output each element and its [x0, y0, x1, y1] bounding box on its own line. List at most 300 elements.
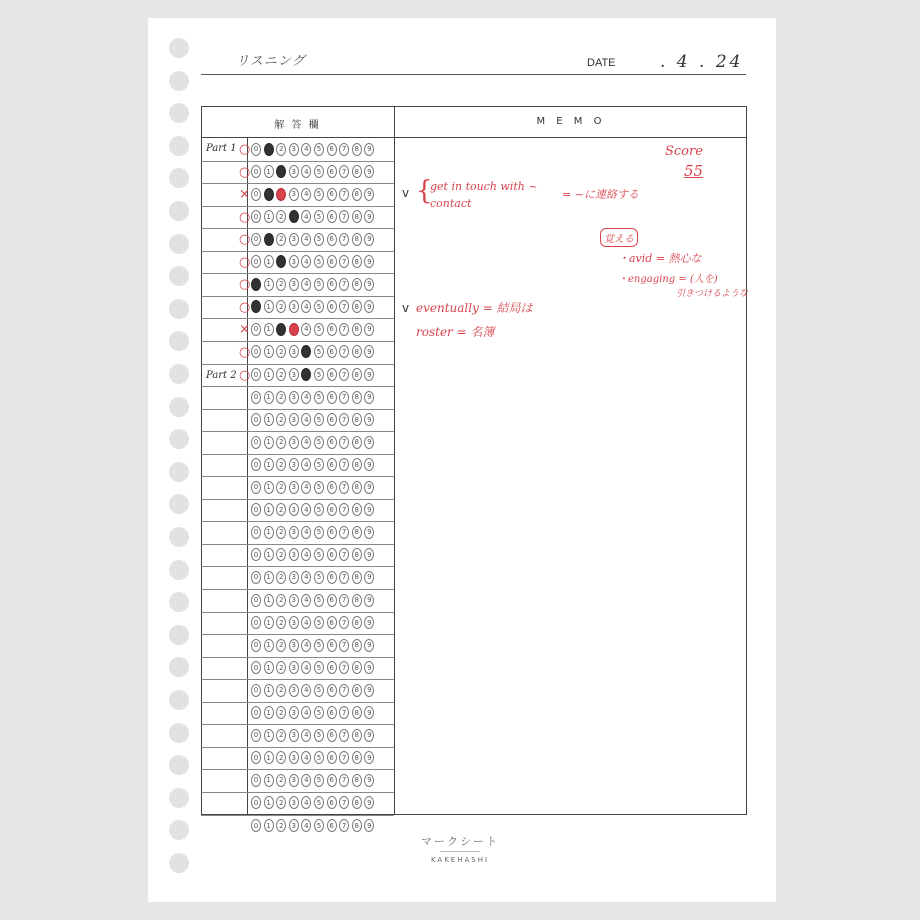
answer-bubble[interactable]: 1: [264, 436, 274, 449]
answer-bubble[interactable]: 7: [339, 526, 349, 539]
answer-bubble[interactable]: 4: [301, 526, 311, 539]
answer-bubble[interactable]: 2: [276, 255, 286, 268]
answer-bubble[interactable]: 9: [364, 391, 374, 404]
answer-row[interactable]: [251, 747, 377, 769]
answer-bubble[interactable]: 8: [352, 548, 362, 561]
answer-bubble[interactable]: 7: [339, 639, 349, 652]
answer-row[interactable]: [251, 566, 377, 588]
answer-bubble[interactable]: 4: [301, 210, 311, 223]
answer-bubble[interactable]: 3: [289, 548, 299, 561]
answer-bubble[interactable]: 1: [264, 481, 274, 494]
answer-bubble[interactable]: 7: [339, 233, 349, 246]
answer-row[interactable]: [251, 589, 377, 611]
answer-bubble[interactable]: 4: [301, 323, 311, 336]
answer-bubble[interactable]: 6: [327, 526, 337, 539]
answer-bubble[interactable]: 2: [276, 571, 286, 584]
answer-bubble[interactable]: 4: [301, 391, 311, 404]
answer-bubble[interactable]: 8: [352, 639, 362, 652]
answer-bubble[interactable]: 8: [352, 345, 362, 358]
answer-bubble[interactable]: 5: [314, 594, 324, 607]
answer-row[interactable]: [251, 273, 377, 295]
answer-bubble[interactable]: 0: [251, 188, 261, 201]
answer-bubble[interactable]: 4: [301, 594, 311, 607]
answer-bubble[interactable]: 8: [352, 481, 362, 494]
answer-bubble[interactable]: 1: [264, 233, 274, 246]
answer-bubble[interactable]: 2: [276, 413, 286, 426]
answer-bubble[interactable]: 6: [327, 300, 337, 313]
answer-bubble[interactable]: 1: [264, 774, 274, 787]
answer-bubble[interactable]: 1: [264, 210, 274, 223]
answer-bubble[interactable]: 6: [327, 774, 337, 787]
answer-bubble[interactable]: 7: [339, 661, 349, 674]
answer-bubble[interactable]: 3: [289, 300, 299, 313]
answer-bubble[interactable]: 6: [327, 796, 337, 809]
answer-bubble[interactable]: 6: [327, 436, 337, 449]
answer-bubble[interactable]: 7: [339, 819, 349, 832]
answer-bubble[interactable]: 0: [251, 684, 261, 697]
answer-bubble[interactable]: 9: [364, 796, 374, 809]
answer-bubble[interactable]: 0: [251, 143, 261, 156]
answer-bubble[interactable]: 0: [251, 300, 261, 313]
answer-bubble[interactable]: 2: [276, 729, 286, 742]
answer-bubble[interactable]: 6: [327, 188, 337, 201]
answer-row[interactable]: [251, 431, 377, 453]
answer-bubble[interactable]: 6: [327, 210, 337, 223]
answer-bubble[interactable]: 8: [352, 729, 362, 742]
answer-bubble[interactable]: 9: [364, 751, 374, 764]
answer-bubble[interactable]: 5: [314, 616, 324, 629]
answer-bubble[interactable]: 9: [364, 188, 374, 201]
answer-bubble[interactable]: 5: [314, 639, 324, 652]
answer-bubble[interactable]: 5: [314, 391, 324, 404]
answer-bubble[interactable]: 8: [352, 391, 362, 404]
answer-bubble[interactable]: 0: [251, 481, 261, 494]
answer-bubble[interactable]: 4: [301, 548, 311, 561]
answer-bubble[interactable]: 6: [327, 233, 337, 246]
answer-bubble[interactable]: 8: [352, 255, 362, 268]
answer-bubble[interactable]: 3: [289, 661, 299, 674]
answer-bubble[interactable]: 9: [364, 639, 374, 652]
answer-bubble[interactable]: 8: [352, 188, 362, 201]
answer-bubble[interactable]: 4: [301, 796, 311, 809]
answer-bubble[interactable]: 3: [289, 503, 299, 516]
answer-bubble[interactable]: 9: [364, 278, 374, 291]
answer-bubble[interactable]: 6: [327, 548, 337, 561]
answer-bubble[interactable]: 2: [276, 503, 286, 516]
answer-bubble[interactable]: 6: [327, 165, 337, 178]
answer-bubble[interactable]: 7: [339, 594, 349, 607]
answer-bubble[interactable]: 0: [251, 751, 261, 764]
answer-bubble[interactable]: 1: [264, 616, 274, 629]
answer-row[interactable]: [251, 161, 377, 183]
answer-bubble[interactable]: 2: [276, 300, 286, 313]
answer-row[interactable]: [251, 679, 377, 701]
answer-bubble[interactable]: 1: [264, 751, 274, 764]
answer-bubble[interactable]: 4: [301, 639, 311, 652]
answer-bubble[interactable]: 4: [301, 233, 311, 246]
answer-bubble[interactable]: 6: [327, 661, 337, 674]
answer-bubble[interactable]: 7: [339, 210, 349, 223]
answer-bubble[interactable]: 3: [289, 143, 299, 156]
answer-row[interactable]: [251, 364, 377, 386]
answer-bubble[interactable]: 4: [301, 481, 311, 494]
answer-bubble[interactable]: 5: [314, 548, 324, 561]
answer-bubble[interactable]: 8: [352, 706, 362, 719]
answer-bubble[interactable]: 1: [264, 458, 274, 471]
answer-bubble[interactable]: 8: [352, 458, 362, 471]
answer-bubble[interactable]: 1: [264, 594, 274, 607]
answer-bubble[interactable]: 5: [314, 796, 324, 809]
answer-bubble[interactable]: 3: [289, 639, 299, 652]
answer-bubble[interactable]: 4: [301, 706, 311, 719]
answer-bubble[interactable]: 4: [301, 458, 311, 471]
answer-bubble[interactable]: 0: [251, 503, 261, 516]
answer-bubble[interactable]: 2: [276, 391, 286, 404]
answer-bubble[interactable]: 5: [314, 481, 324, 494]
answer-bubble[interactable]: 7: [339, 345, 349, 358]
answer-bubble[interactable]: 2: [276, 436, 286, 449]
answer-bubble[interactable]: 1: [264, 526, 274, 539]
answer-bubble[interactable]: 0: [251, 368, 261, 381]
answer-bubble[interactable]: 5: [314, 706, 324, 719]
answer-bubble[interactable]: 8: [352, 368, 362, 381]
answer-row[interactable]: [251, 634, 377, 656]
answer-bubble[interactable]: 1: [264, 345, 274, 358]
answer-bubble[interactable]: 9: [364, 571, 374, 584]
answer-bubble[interactable]: 2: [276, 548, 286, 561]
answer-bubble[interactable]: 9: [364, 661, 374, 674]
answer-bubble[interactable]: 8: [352, 413, 362, 426]
answer-bubble[interactable]: 4: [301, 729, 311, 742]
answer-bubble[interactable]: 1: [264, 796, 274, 809]
answer-bubble[interactable]: 0: [251, 210, 261, 223]
answer-bubble[interactable]: 8: [352, 323, 362, 336]
answer-bubble[interactable]: 6: [327, 503, 337, 516]
answer-bubble[interactable]: 1: [264, 571, 274, 584]
answer-bubble[interactable]: 4: [301, 661, 311, 674]
answer-row[interactable]: [251, 251, 377, 273]
answer-bubble[interactable]: 2: [276, 526, 286, 539]
answer-bubble[interactable]: 9: [364, 165, 374, 178]
answer-bubble[interactable]: 7: [339, 796, 349, 809]
answer-bubble[interactable]: 5: [314, 278, 324, 291]
answer-bubble[interactable]: 6: [327, 639, 337, 652]
answer-bubble[interactable]: 1: [264, 300, 274, 313]
answer-bubble[interactable]: 5: [314, 774, 324, 787]
answer-bubble[interactable]: 3: [289, 684, 299, 697]
answer-bubble[interactable]: 0: [251, 255, 261, 268]
answer-row[interactable]: [251, 815, 377, 837]
answer-bubble[interactable]: 8: [352, 503, 362, 516]
answer-bubble[interactable]: 7: [339, 481, 349, 494]
answer-bubble[interactable]: 9: [364, 548, 374, 561]
answer-row[interactable]: [251, 138, 377, 160]
answer-bubble[interactable]: 8: [352, 774, 362, 787]
answer-bubble[interactable]: 4: [301, 413, 311, 426]
answer-bubble[interactable]: 8: [352, 300, 362, 313]
answer-bubble[interactable]: 5: [314, 751, 324, 764]
answer-bubble[interactable]: 8: [352, 796, 362, 809]
answer-bubble[interactable]: 9: [364, 594, 374, 607]
answer-bubble[interactable]: 7: [339, 300, 349, 313]
answer-bubble[interactable]: 0: [251, 706, 261, 719]
answer-bubble[interactable]: 0: [251, 616, 261, 629]
answer-row[interactable]: [251, 769, 377, 791]
answer-bubble[interactable]: 4: [301, 368, 311, 381]
answer-bubble[interactable]: 1: [264, 188, 274, 201]
answer-bubble[interactable]: 2: [276, 368, 286, 381]
answer-bubble[interactable]: 1: [264, 368, 274, 381]
answer-bubble[interactable]: 8: [352, 594, 362, 607]
answer-bubble[interactable]: 3: [289, 188, 299, 201]
answer-bubble[interactable]: 6: [327, 278, 337, 291]
answer-bubble[interactable]: 8: [352, 278, 362, 291]
answer-bubble[interactable]: 0: [251, 571, 261, 584]
answer-bubble[interactable]: 9: [364, 368, 374, 381]
answer-row[interactable]: [251, 296, 377, 318]
answer-bubble[interactable]: 6: [327, 368, 337, 381]
answer-bubble[interactable]: 2: [276, 616, 286, 629]
answer-row[interactable]: [251, 724, 377, 746]
answer-bubble[interactable]: 0: [251, 729, 261, 742]
answer-bubble[interactable]: 6: [327, 751, 337, 764]
answer-bubble[interactable]: 4: [301, 571, 311, 584]
answer-bubble[interactable]: 5: [314, 684, 324, 697]
answer-bubble[interactable]: 4: [301, 503, 311, 516]
answer-row[interactable]: [251, 206, 377, 228]
answer-bubble[interactable]: 7: [339, 458, 349, 471]
answer-bubble[interactable]: 4: [301, 819, 311, 832]
answer-bubble[interactable]: 1: [264, 143, 274, 156]
answer-bubble[interactable]: 3: [289, 368, 299, 381]
answer-bubble[interactable]: 0: [251, 233, 261, 246]
answer-row[interactable]: [251, 544, 377, 566]
answer-bubble[interactable]: 1: [264, 661, 274, 674]
answer-bubble[interactable]: 2: [276, 188, 286, 201]
answer-bubble[interactable]: 6: [327, 143, 337, 156]
answer-bubble[interactable]: 7: [339, 368, 349, 381]
answer-bubble[interactable]: 5: [314, 729, 324, 742]
answer-bubble[interactable]: 0: [251, 819, 261, 832]
answer-bubble[interactable]: 8: [352, 526, 362, 539]
answer-bubble[interactable]: 2: [276, 594, 286, 607]
answer-bubble[interactable]: 8: [352, 819, 362, 832]
answer-bubble[interactable]: 7: [339, 548, 349, 561]
answer-row[interactable]: [251, 341, 377, 363]
answer-row[interactable]: [251, 792, 377, 814]
answer-bubble[interactable]: 6: [327, 594, 337, 607]
answer-bubble[interactable]: 1: [264, 503, 274, 516]
answer-bubble[interactable]: 9: [364, 503, 374, 516]
answer-bubble[interactable]: 9: [364, 729, 374, 742]
answer-bubble[interactable]: 7: [339, 188, 349, 201]
answer-bubble[interactable]: 9: [364, 233, 374, 246]
answer-bubble[interactable]: 7: [339, 413, 349, 426]
answer-bubble[interactable]: 9: [364, 143, 374, 156]
answer-bubble[interactable]: 6: [327, 458, 337, 471]
answer-bubble[interactable]: 0: [251, 413, 261, 426]
answer-row[interactable]: [251, 702, 377, 724]
answer-bubble[interactable]: 5: [314, 458, 324, 471]
answer-bubble[interactable]: 5: [314, 143, 324, 156]
answer-bubble[interactable]: 4: [301, 300, 311, 313]
answer-bubble[interactable]: 6: [327, 706, 337, 719]
answer-bubble[interactable]: 4: [301, 143, 311, 156]
answer-bubble[interactable]: 6: [327, 391, 337, 404]
answer-row[interactable]: [251, 454, 377, 476]
answer-row[interactable]: [251, 409, 377, 431]
answer-bubble[interactable]: 2: [276, 165, 286, 178]
answer-bubble[interactable]: 4: [301, 774, 311, 787]
answer-bubble[interactable]: 0: [251, 458, 261, 471]
answer-bubble[interactable]: 4: [301, 751, 311, 764]
answer-bubble[interactable]: 2: [276, 774, 286, 787]
answer-bubble[interactable]: 4: [301, 165, 311, 178]
answer-bubble[interactable]: 0: [251, 774, 261, 787]
answer-bubble[interactable]: 0: [251, 526, 261, 539]
answer-bubble[interactable]: 8: [352, 616, 362, 629]
answer-bubble[interactable]: 0: [251, 796, 261, 809]
answer-bubble[interactable]: 1: [264, 684, 274, 697]
answer-row[interactable]: [251, 612, 377, 634]
answer-bubble[interactable]: 5: [314, 661, 324, 674]
answer-bubble[interactable]: 2: [276, 796, 286, 809]
answer-bubble[interactable]: 2: [276, 481, 286, 494]
answer-bubble[interactable]: 1: [264, 413, 274, 426]
answer-bubble[interactable]: 5: [314, 255, 324, 268]
answer-bubble[interactable]: 4: [301, 436, 311, 449]
answer-bubble[interactable]: 6: [327, 684, 337, 697]
answer-bubble[interactable]: 9: [364, 436, 374, 449]
answer-bubble[interactable]: 5: [314, 413, 324, 426]
answer-bubble[interactable]: 2: [276, 684, 286, 697]
answer-bubble[interactable]: 8: [352, 571, 362, 584]
answer-bubble[interactable]: 6: [327, 255, 337, 268]
answer-bubble[interactable]: 9: [364, 481, 374, 494]
answer-bubble[interactable]: 2: [276, 143, 286, 156]
answer-row[interactable]: [251, 228, 377, 250]
answer-bubble[interactable]: 9: [364, 413, 374, 426]
answer-bubble[interactable]: 3: [289, 616, 299, 629]
answer-bubble[interactable]: 2: [276, 639, 286, 652]
answer-bubble[interactable]: 1: [264, 391, 274, 404]
answer-bubble[interactable]: 8: [352, 436, 362, 449]
answer-bubble[interactable]: 1: [264, 323, 274, 336]
answer-bubble[interactable]: 1: [264, 165, 274, 178]
answer-bubble[interactable]: 9: [364, 210, 374, 223]
answer-bubble[interactable]: 6: [327, 481, 337, 494]
answer-bubble[interactable]: 4: [301, 345, 311, 358]
answer-bubble[interactable]: 9: [364, 255, 374, 268]
answer-bubble[interactable]: 4: [301, 616, 311, 629]
answer-bubble[interactable]: 3: [289, 323, 299, 336]
answer-bubble[interactable]: 7: [339, 143, 349, 156]
answer-bubble[interactable]: 7: [339, 684, 349, 697]
answer-bubble[interactable]: 2: [276, 751, 286, 764]
answer-bubble[interactable]: 2: [276, 345, 286, 358]
answer-bubble[interactable]: 9: [364, 819, 374, 832]
answer-bubble[interactable]: 7: [339, 323, 349, 336]
answer-bubble[interactable]: 2: [276, 661, 286, 674]
answer-bubble[interactable]: 2: [276, 323, 286, 336]
answer-bubble[interactable]: 4: [301, 684, 311, 697]
answer-bubble[interactable]: 7: [339, 616, 349, 629]
answer-bubble[interactable]: 6: [327, 323, 337, 336]
answer-bubble[interactable]: 4: [301, 255, 311, 268]
answer-bubble[interactable]: 8: [352, 165, 362, 178]
answer-bubble[interactable]: 3: [289, 819, 299, 832]
answer-bubble[interactable]: 8: [352, 143, 362, 156]
answer-bubble[interactable]: 3: [289, 706, 299, 719]
answer-bubble[interactable]: 7: [339, 255, 349, 268]
answer-bubble[interactable]: 8: [352, 233, 362, 246]
answer-bubble[interactable]: 3: [289, 436, 299, 449]
answer-bubble[interactable]: 8: [352, 210, 362, 223]
answer-bubble[interactable]: 5: [314, 323, 324, 336]
answer-bubble[interactable]: 7: [339, 774, 349, 787]
answer-bubble[interactable]: 0: [251, 548, 261, 561]
answer-bubble[interactable]: 7: [339, 436, 349, 449]
answer-bubble[interactable]: 7: [339, 278, 349, 291]
answer-bubble[interactable]: 2: [276, 233, 286, 246]
answer-bubble[interactable]: 2: [276, 819, 286, 832]
answer-bubble[interactable]: 5: [314, 300, 324, 313]
answer-bubble[interactable]: 3: [289, 458, 299, 471]
answer-bubble[interactable]: 1: [264, 819, 274, 832]
answer-bubble[interactable]: 0: [251, 436, 261, 449]
answer-bubble[interactable]: 5: [314, 188, 324, 201]
answer-bubble[interactable]: 7: [339, 571, 349, 584]
answer-bubble[interactable]: 3: [289, 526, 299, 539]
answer-row[interactable]: [251, 499, 377, 521]
answer-bubble[interactable]: 5: [314, 165, 324, 178]
answer-row[interactable]: [251, 521, 377, 543]
answer-bubble[interactable]: 7: [339, 391, 349, 404]
answer-bubble[interactable]: 2: [276, 210, 286, 223]
answer-bubble[interactable]: 0: [251, 639, 261, 652]
answer-bubble[interactable]: 9: [364, 300, 374, 313]
answer-bubble[interactable]: 3: [289, 729, 299, 742]
answer-row[interactable]: [251, 476, 377, 498]
answer-bubble[interactable]: 9: [364, 774, 374, 787]
answer-bubble[interactable]: 9: [364, 526, 374, 539]
answer-bubble[interactable]: 1: [264, 639, 274, 652]
answer-bubble[interactable]: 3: [289, 391, 299, 404]
answer-bubble[interactable]: 6: [327, 729, 337, 742]
answer-bubble[interactable]: 8: [352, 684, 362, 697]
answer-bubble[interactable]: 3: [289, 571, 299, 584]
answer-bubble[interactable]: 6: [327, 616, 337, 629]
answer-bubble[interactable]: 6: [327, 345, 337, 358]
answer-bubble[interactable]: 4: [301, 278, 311, 291]
answer-bubble[interactable]: 9: [364, 684, 374, 697]
answer-bubble[interactable]: 3: [289, 594, 299, 607]
answer-bubble[interactable]: 0: [251, 594, 261, 607]
answer-bubble[interactable]: 5: [314, 210, 324, 223]
answer-row[interactable]: [251, 386, 377, 408]
answer-bubble[interactable]: 0: [251, 661, 261, 674]
answer-row[interactable]: [251, 657, 377, 679]
answer-bubble[interactable]: 5: [314, 571, 324, 584]
answer-bubble[interactable]: 3: [289, 210, 299, 223]
answer-bubble[interactable]: 5: [314, 503, 324, 516]
answer-bubble[interactable]: 6: [327, 571, 337, 584]
answer-bubble[interactable]: 3: [289, 255, 299, 268]
answer-bubble[interactable]: 5: [314, 345, 324, 358]
answer-bubble[interactable]: 0: [251, 323, 261, 336]
answer-bubble[interactable]: 9: [364, 323, 374, 336]
answer-bubble[interactable]: 9: [364, 345, 374, 358]
